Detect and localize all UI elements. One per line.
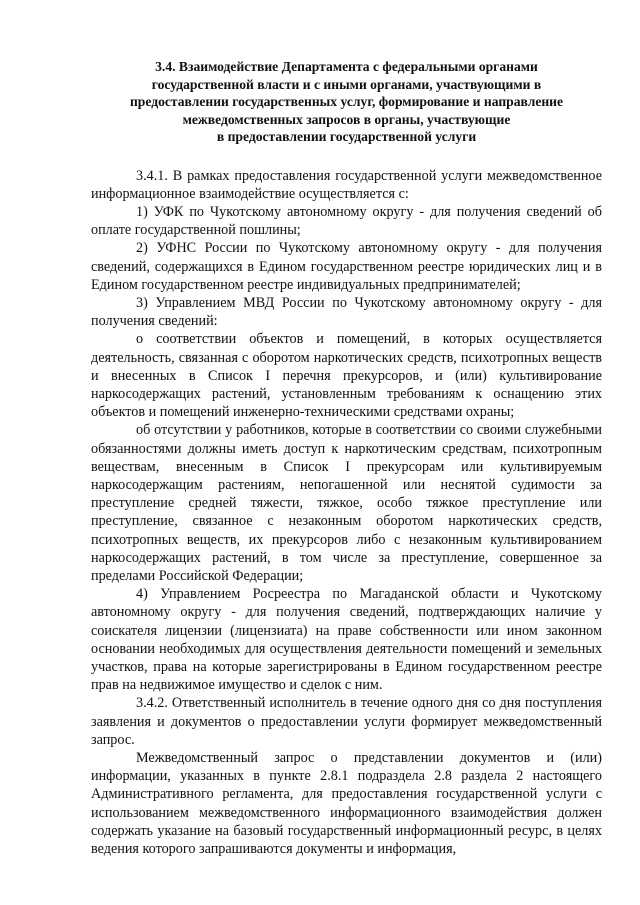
paragraph-3-4-1: 3.4.1. В рамках предоставления государственной услуги межведомственное информационное взаимодействие осуществляется с: [91,167,602,202]
heading-line: в предоставлении государственной услуги [216,129,477,144]
heading-line: межведомственных запросов в органы, участвующие [182,111,511,127]
document-page [91,58,602,858]
paragraph-3-4-2: 3.4.2. Ответственный исполнитель в течение одного дня со дня поступления заявления и документов о предоставлении услуги формирует межведомственный запрос. [91,695,602,748]
section-body [91,167,602,859]
paragraph-item-3: 3) Управлением МВД России по Чукотскому автономному округу - для получения сведений: [91,294,602,330]
paragraph-item-1: 1) УФК по Чукотскому автономному округу - для получения сведений об оплате государственной пошлины; [91,203,602,239]
heading-line: государственной власти и с иными органами, участвующими в [151,76,542,92]
heading-line: 3.4. Взаимодействие Департамента с федеральными органами [155,59,538,74]
heading-line: предоставлении государственных услуг, формирование и направление [129,94,564,109]
paragraph-item-3-compliance: о соответствии объектов и помещений, в которых осуществляется деятельность, связанная с оборотом наркотических средств, психотропных веществ и внесенных в Список I перечня прекурсоров, и (или) культивирование наркосодержащих растений, установленным требованиям к оснащению этих объектов и помещений инженерно-техническими средствами охраны; [91,331,602,421]
section-heading [91,58,602,146]
paragraph-item-3-criminal-record: об отсутствии у работников, которые в соответствии со своими служебными обязанностями должны иметь доступ к наркотическим средствам, психотропным веществам, внесенным в Список I прекурсорам или культивируемым наркосодержащим растениям, непогашенной или неснятой судимости за преступление средней тяжести, тяжкое, особо тяжкое преступление или преступление, связанное с незаконным оборотом наркотических средств, психотропных веществ, их прекурсоров либо с незаконным культивированием наркосодержащих растений, в том числе за преступление, совершенное за пределами Российской Федерации; [91,422,602,584]
paragraph-item-2: 2) УФНС России по Чукотскому автономному округу - для получения сведений, содержащихся в Едином государственном реестре юридических лиц и в Едином государственном реестре индивидуальных предпринимателей; [91,240,602,293]
paragraph-item-4: 4) Управлением Росреестра по Магаданской области и Чукотскому автономному округу - для получения сведений, подтверждающих наличие у соискателя лицензии (лицензиата) на праве собственности или ином законном основании необходимых для осуществления деятельности помещений и земельных участков, права на которые зарегистрированы в Едином государственном реестре прав на недвижимое имущество и сделок с ним. [91,586,602,694]
paragraph-interagency-request: Межведомственный запрос о представлении документов и (или) информации, указанных в пункте 2.8.1 подраздела 2.8 раздела 2 настоящего Административного регламента, для предоставления государственной услуги с использованием межведомственного информационного взаимодействия должен содержать указание на базовый государственный информационный ресурс, в целях ведения которого запрашиваются документы и информация, [91,750,602,858]
